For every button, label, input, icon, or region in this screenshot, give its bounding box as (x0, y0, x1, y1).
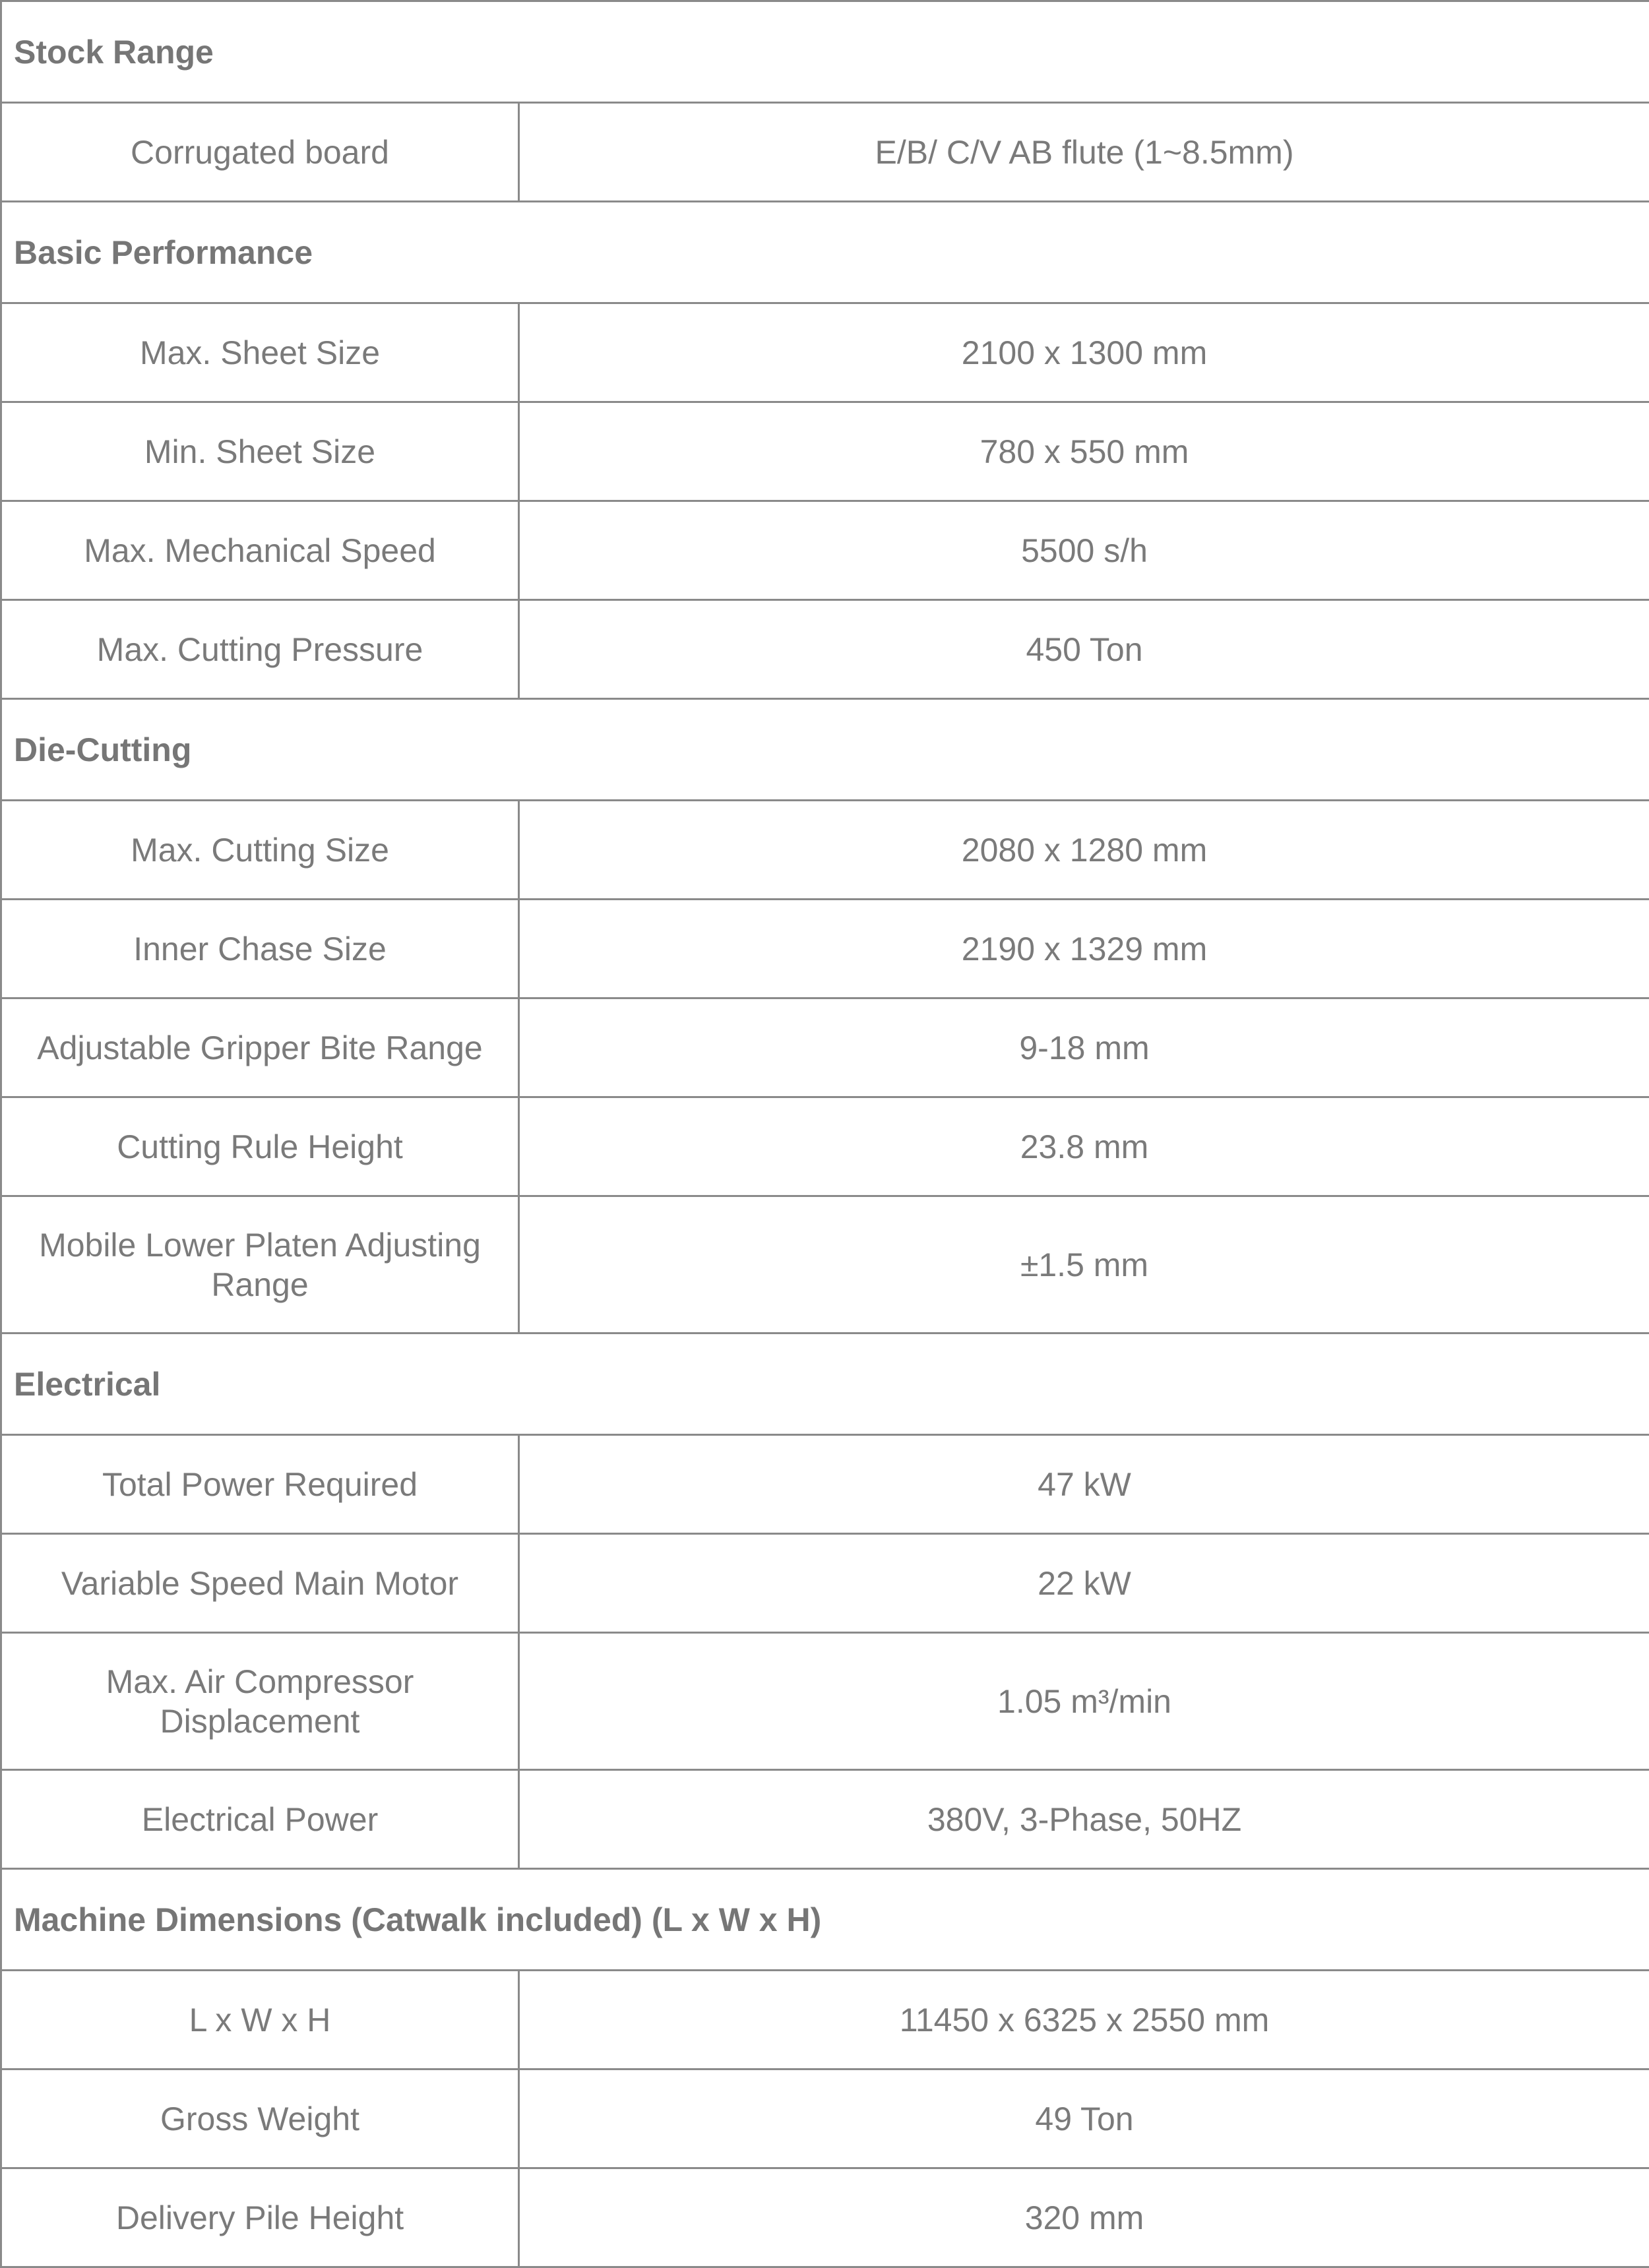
spec-label: Max. Cutting Size (1, 801, 519, 900)
table-row (1, 1534, 1649, 1633)
spec-value: 49 Ton (519, 2069, 1649, 2168)
table-row (1, 2168, 1649, 2267)
table-row (1, 600, 1649, 699)
section-header (1, 1333, 1649, 1435)
spec-value: 2080 x 1280 mm (519, 801, 1649, 900)
table-row (1, 1633, 1649, 1770)
table-row (1, 801, 1649, 900)
spec-label: Adjustable Gripper Bite Range (1, 998, 519, 1097)
spec-label: L x W x H (1, 1971, 519, 2069)
table-row (1, 2069, 1649, 2168)
spec-label: Min. Sheet Size (1, 402, 519, 501)
spec-value: 450 Ton (519, 600, 1649, 699)
spec-value: 11450 x 6325 x 2550 mm (519, 1971, 1649, 2069)
table-row (1, 303, 1649, 402)
spec-label: Cutting Rule Height (1, 1097, 519, 1196)
spec-value: 22 kW (519, 1534, 1649, 1633)
table-row (1, 1196, 1649, 1333)
spec-label: Max. Air Compressor Displacement (1, 1633, 519, 1770)
section-title: Basic Performance (1, 202, 1649, 303)
table-row (1, 1435, 1649, 1534)
table-row (1, 1770, 1649, 1869)
spec-label: Max. Cutting Pressure (1, 600, 519, 699)
section-title: Electrical (1, 1333, 1649, 1435)
spec-label: Total Power Required (1, 1435, 519, 1534)
spec-label: Gross Weight (1, 2069, 519, 2168)
section-header (1, 1, 1649, 103)
section-header (1, 1869, 1649, 1971)
section-header (1, 202, 1649, 303)
section-title: Stock Range (1, 1, 1649, 103)
spec-label: Max. Sheet Size (1, 303, 519, 402)
spec-label: Delivery Pile Height (1, 2168, 519, 2267)
spec-value: 47 kW (519, 1435, 1649, 1534)
spec-label: Corrugated board (1, 103, 519, 202)
spec-value: 380V, 3-Phase, 50HZ (519, 1770, 1649, 1869)
spec-value: E/B/ C/V AB flute (1~8.5mm) (519, 103, 1649, 202)
table-row (1, 1097, 1649, 1196)
spec-value: 780 x 550 mm (519, 402, 1649, 501)
table-row (1, 900, 1649, 998)
spec-value: 9-18 mm (519, 998, 1649, 1097)
table-row (1, 402, 1649, 501)
spec-label: Max. Mechanical Speed (1, 501, 519, 600)
table-row (1, 501, 1649, 600)
table-row (1, 1971, 1649, 2069)
spec-label: Mobile Lower Platen Adjusting Range (1, 1196, 519, 1333)
spec-label: Variable Speed Main Motor (1, 1534, 519, 1633)
spec-label: Electrical Power (1, 1770, 519, 1869)
spec-value: 2190 x 1329 mm (519, 900, 1649, 998)
spec-label: Inner Chase Size (1, 900, 519, 998)
spec-value: 1.05 m³/min (519, 1633, 1649, 1770)
table-row (1, 103, 1649, 202)
spec-value: ±1.5 mm (519, 1196, 1649, 1333)
section-title: Machine Dimensions (Catwalk included) (L x W x H) (1, 1869, 1649, 1971)
spec-value: 5500 s/h (519, 501, 1649, 600)
section-header (1, 699, 1649, 801)
spec-value: 320 mm (519, 2168, 1649, 2267)
spec-value: 2100 x 1300 mm (519, 303, 1649, 402)
table-row (1, 998, 1649, 1097)
section-title: Die-Cutting (1, 699, 1649, 801)
spec-value: 23.8 mm (519, 1097, 1649, 1196)
